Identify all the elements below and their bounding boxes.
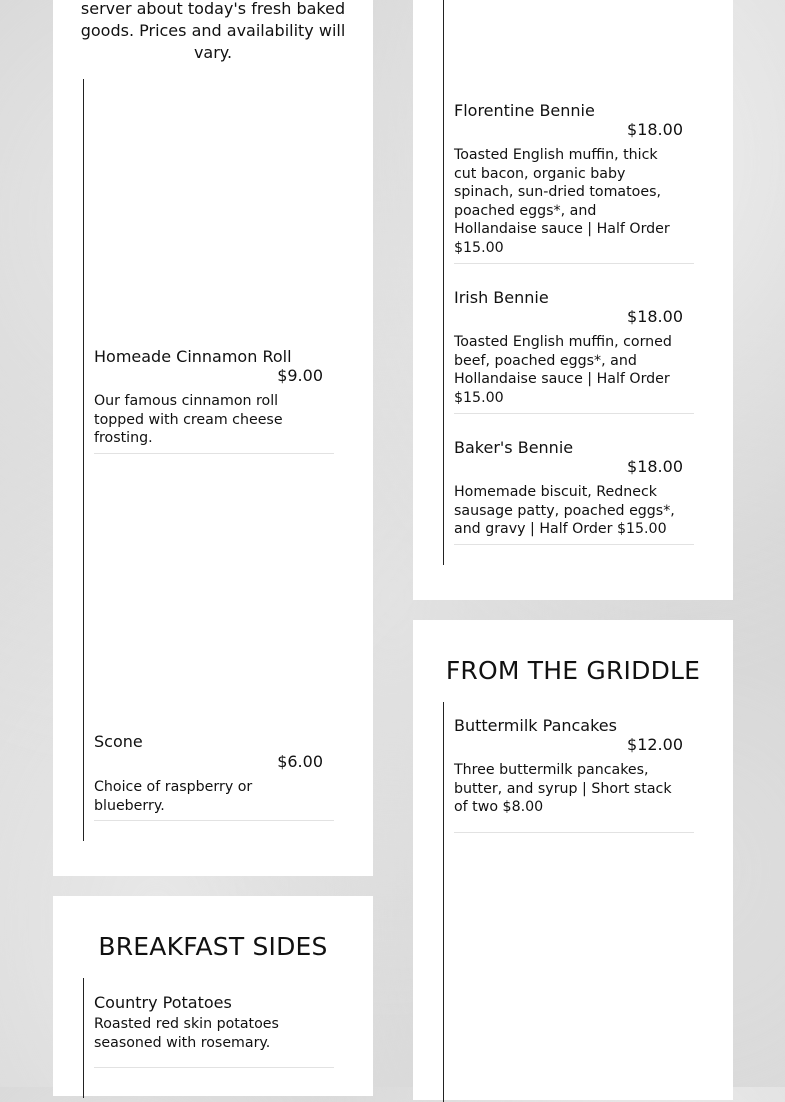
menu-divider-line [83, 978, 84, 1098]
intro-line: goods. Prices and availability will [80, 21, 346, 40]
menu-item-price: $18.00 [627, 307, 683, 326]
item-separator [454, 544, 694, 545]
item-separator [94, 1067, 334, 1068]
bakery-intro [53, 0, 373, 64]
menu-item-name: Buttermilk Pancakes [454, 716, 617, 735]
menu-item-name: Scone [94, 732, 143, 751]
section-heading: FROM THE GRIDDLE [445, 656, 701, 685]
menu-item-description: Roasted red skin potatoes seasoned with rosemary. [94, 1016, 279, 1051]
menu-item-name: Country Potatoes [94, 993, 232, 1012]
item-separator [454, 832, 694, 833]
menu-item-price: $9.00 [277, 366, 323, 385]
menu-item-name: Florentine Bennie [454, 101, 595, 120]
menu-item-price: $18.00 [627, 457, 683, 476]
menu-item-description: Homemade biscuit, Redneck sausage patty, poached eggs*, and gravy | Half Order $15.00 [454, 484, 675, 538]
bakery-card [53, 0, 373, 876]
menu-item-name: Baker's Bennie [454, 438, 574, 457]
menu-divider-line [83, 79, 84, 841]
menu-item-name: Homeade Cinnamon Roll [94, 347, 292, 366]
menu-item-price: $6.00 [277, 752, 323, 771]
menu-item-price: $12.00 [627, 735, 683, 754]
breakfast-sides-card [53, 896, 373, 1096]
intro-line: server about today's fresh baked [80, 0, 346, 18]
intro-line: vary. [193, 43, 233, 62]
menu-item-description: Toasted English muffin, thick cut bacon, organic baby spinach, sun-dried tomatoes, poached eggs*, and Hollandaise sauce | Half Order $15.00 [454, 147, 670, 256]
menu-item-description: Choice of raspberry or blueberry. [94, 779, 253, 814]
menu-item-name: Irish Bennie [454, 288, 549, 307]
item-separator [94, 453, 334, 454]
menu-item-description: Three buttermilk pancakes, butter, and syrup | Short stack of two $8.00 [454, 762, 672, 816]
menu-item-description: Our famous cinnamon roll topped with cream cheese frosting. [94, 393, 283, 447]
item-separator [94, 820, 334, 821]
menu-item-price: $18.00 [627, 120, 683, 139]
menu-item-description: Toasted English muffin, corned beef, poached eggs*, and Hollandaise sauce | Half Order $15.00 [454, 334, 672, 406]
item-separator [454, 413, 694, 414]
menu-divider-line [443, 0, 444, 565]
menu-divider-line [443, 702, 444, 1102]
item-separator [454, 263, 694, 264]
benedicts-card [413, 0, 733, 600]
section-heading: BREAKFAST SIDES [98, 932, 328, 961]
griddle-card [413, 620, 733, 1100]
